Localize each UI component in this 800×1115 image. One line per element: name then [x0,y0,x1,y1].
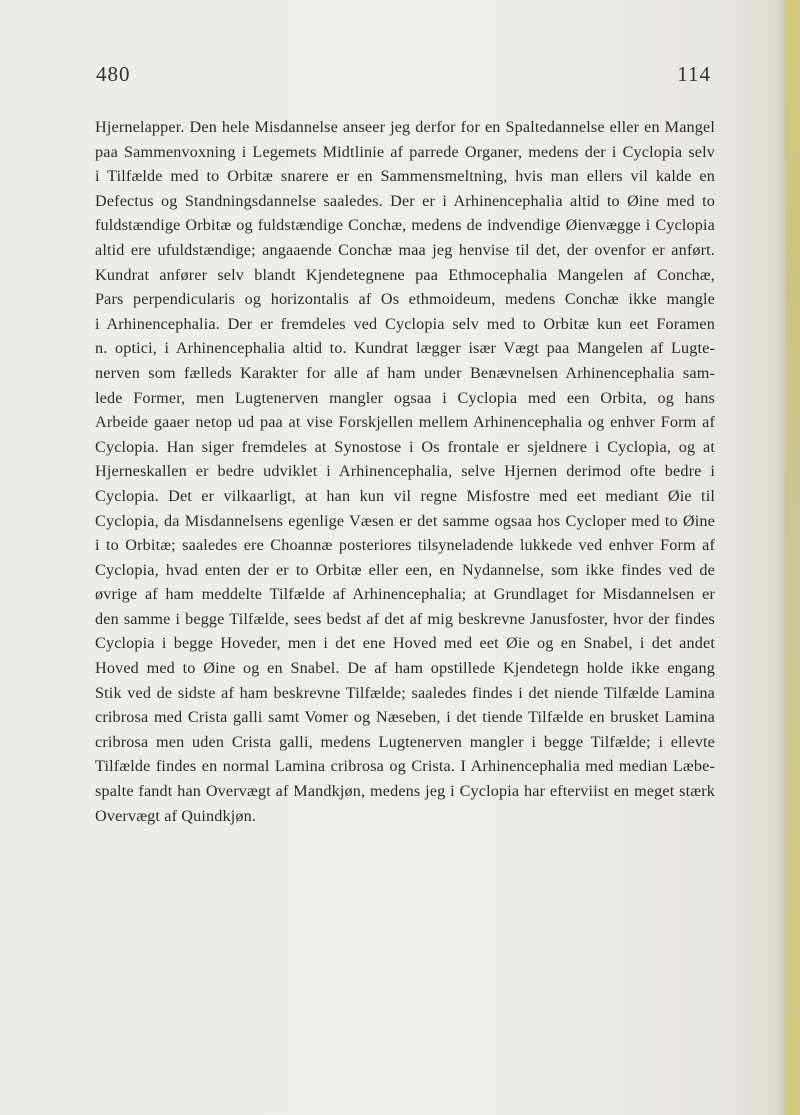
text-line: fuldstændige Orbitæ og fuldstændige Conchæ, medens de indvendige Øienvægge i Cyclopia [95,216,715,235]
text-line: n. optici, i Arhinencephalia altid to. Kundrat lægger især Vægt paa Mangelen af Lugte- [95,339,715,358]
right-page-number: 114 [677,62,711,86]
text-line: Kundrat anfører selv blandt Kjendetegnene paa Ethmocephalia Mangelen af Conchæ, [95,265,715,284]
text-line: Arbeide gaaer netop ud paa at vise Forskjellen mellem Arhinencephalia og enhver Form af [95,413,715,432]
text-line: Cyclopia, hvad enten der er to Orbitæ eller een, en Nydannelse, som ikke findes ved de [95,560,715,579]
text-line: i Tilfælde med to Orbitæ snarere er en Sammensmeltning, hvis man ellers vil kalde en [95,167,715,186]
text-line: Overvægt af Quindkjøn. [95,806,257,825]
text-line: den samme i begge Tilfælde, sees bedst af det af mig beskrevne Janusfoster, hvor der findes [95,609,715,628]
text-line: Cyclopia. Han siger fremdeles at Synostose i Os frontale er sjeldnere i Cyclopia, og at [95,437,715,456]
text-line: cribrosa med Crista galli samt Vomer og Næseben, i det tiende Tilfælde en brusket Lamina [95,708,715,727]
text-line: Defectus og Standningsdannelse saaledes. Der er i Arhinencephalia altid to Øine med to [95,191,715,210]
text-line: Pars perpendicularis og horizontalis af Os ethmoideum, medens Conchæ ikke mangle [95,290,715,309]
text-line: Hjerneskallen er bedre udviklet i Arhinencephalia, selve Hjernen derimod ofte bedre i [95,462,715,481]
body-paragraph [95,115,715,828]
left-page-number: 480 [96,62,131,86]
text-line: Tilfælde findes en normal Lamina cribrosa og Crista. I Arhinencephalia med median Læbe- [95,757,715,776]
text-line: i to Orbitæ; saaledes ere Choannæ posteriores tilsyneladende lukkede ved enhver Form af [95,536,715,555]
text-line: altid ere ufuldstændige; angaaende Conchæ maa jeg henvise til det, der ovenfor er anført. [95,240,715,259]
text-line: Hoved med to Øine og en Snabel. De af ham opstillede Kjendetegn holde ikke engang [95,659,715,678]
text-line: lede Former, men Lugtenerven mangler ogsaa i Cyclopia med een Orbita, og hans [95,388,715,407]
running-head [96,62,711,92]
text-line: paa Sammenvoxning i Legemets Midtlinie af parrede Organer, medens der i Cyclopia selv [95,142,715,161]
text-line: i Arhinencephalia. Der er fremdeles ved Cyclopia selv med to Orbitæ kun eet Foramen [95,314,715,333]
text-line: Stik ved de sidste af ham beskrevne Tilfælde; saaledes findes i det niende Tilfælde Lamina [95,683,715,702]
page-edge-shadow [776,0,786,1115]
text-line: spalte fandt han Overvægt af Mandkjøn, medens jeg i Cyclopia har efterviist en meget stærk [95,782,715,801]
text-line: nerven som fælleds Karakter for alle af ham under Benævnelsen Arhinencephalia sam- [95,363,715,382]
text-line: cribrosa men uden Crista galli, medens Lugtenerven mangler i begge Tilfælde; i ellevte [95,732,715,751]
text-line: Hjernelapper. Den hele Misdannelse anseer jeg derfor for en Spaltedannelse eller en Mangel [95,118,715,136]
text-line: Cyclopia, da Misdannelsens egenlige Væsen er det samme ogsaa hos Cycloper med to Øine [95,511,715,530]
text-line: Cyclopia i begge Hoveder, men i det ene Hoved med eet Øie og en Snabel, i det andet [95,634,715,653]
text-line: Cyclopia. Det er vilkaarligt, at han kun vil regne Misfostre med eet mediant Øie til [95,486,715,505]
text-line: øvrige af ham meddelte Tilfælde af Arhinencephalia; at Grundlaget for Misdannelsen er [95,585,715,604]
page-edge-stain [786,0,800,1115]
